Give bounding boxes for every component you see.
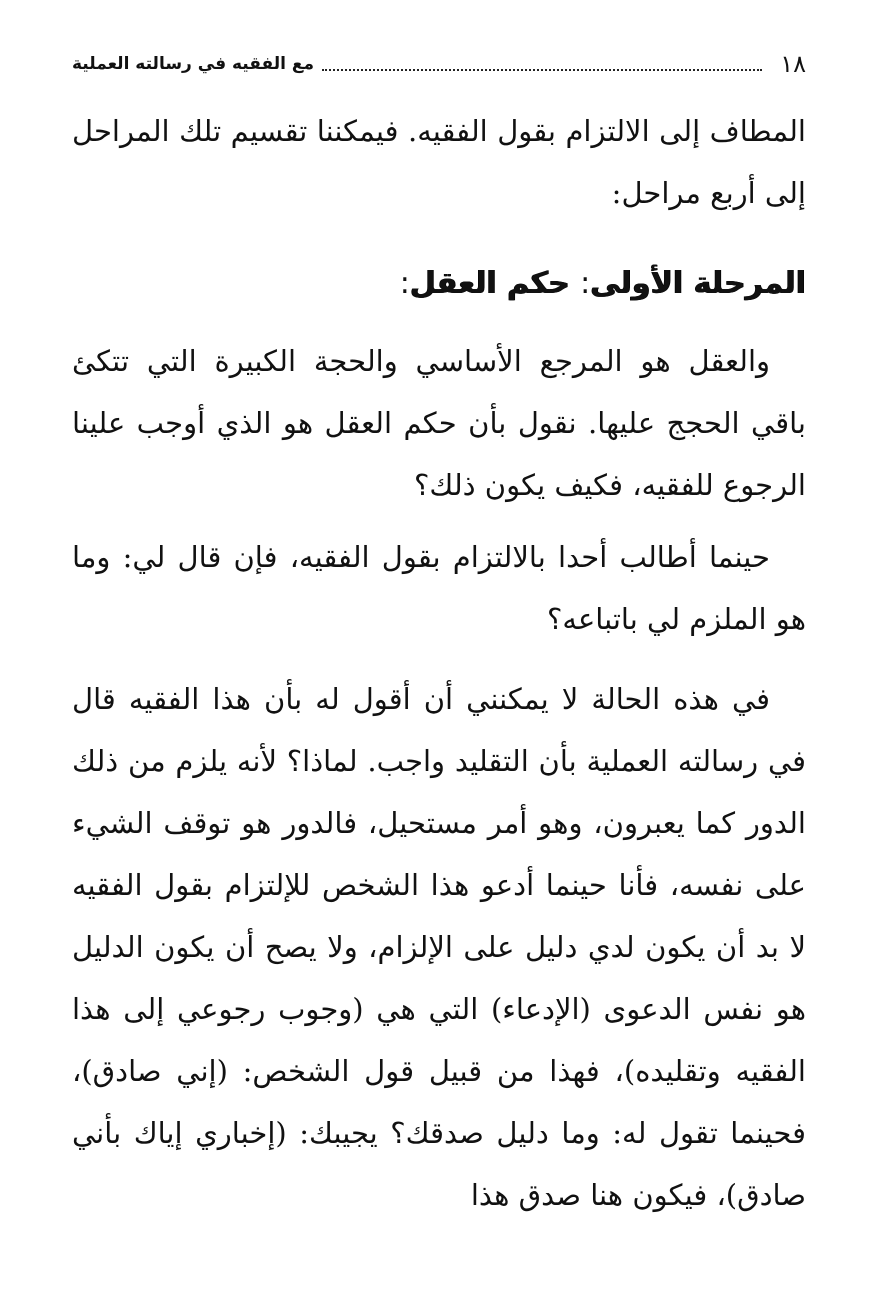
book-title: مع الفقيه في رسالته العملية [72, 54, 314, 74]
body-paragraph: في هذه الحالة لا يمكنني أن أقول له بأن هذا الفقيه قال في رسالته العملية بأن التقليد واجب. لماذا؟ لأنه يلزم من ذلك الدور كما يعبرون، وهو أمر مستحيل، فالدور هو توقف الشيء على نفسه، فأنا حينما أدعو هذا الشخص للإلتزام بقول الفقيه لا بد أن يكون لدي دليل على الإلزام، ولا يصح أن يكون الدليل هو نفس الدعوى (الإدعاء) التي هي (وجوب رجوعي إلى هذا الفقيه وتقليده)، فهذا من قبيل قول الشخص: (إني صادق)، فحينما تقول له: وما دليل صدقك؟ يجيبك: (إخباري إياك بأني صادق)، فيكون هنا صدق هذا [72, 682, 806, 1212]
page-number: ١٨ [780, 50, 806, 78]
dotted-leader [322, 69, 762, 71]
body-paragraph: والعقل هو المرجع الأساسي والحجة الكبيرة التي تتكئ باقي الحجج عليها. نقول بأن حكم العقل هو الذي أوجب علينا الرجوع للفقيه، فكيف يكون ذلك؟ [72, 344, 806, 502]
heading-stage: المرحلة الأولى [590, 266, 806, 301]
heading-separator: : [580, 266, 591, 301]
running-header [72, 44, 806, 84]
intro-paragraph: المطاف إلى الالتزام بقول الفقيه. فيمكننا تقسيم تلك المراحل إلى أربع مراحل: [72, 114, 806, 210]
page-body [72, 100, 806, 1226]
heading-topic: حكم العقل [409, 266, 570, 301]
heading-end-colon: : [399, 266, 410, 301]
body-paragraph: حينما أطالب أحدا بالالتزام بقول الفقيه، فإن قال لي: وما هو الملزم لي باتباعه؟ [72, 540, 806, 636]
section-heading [72, 262, 806, 306]
